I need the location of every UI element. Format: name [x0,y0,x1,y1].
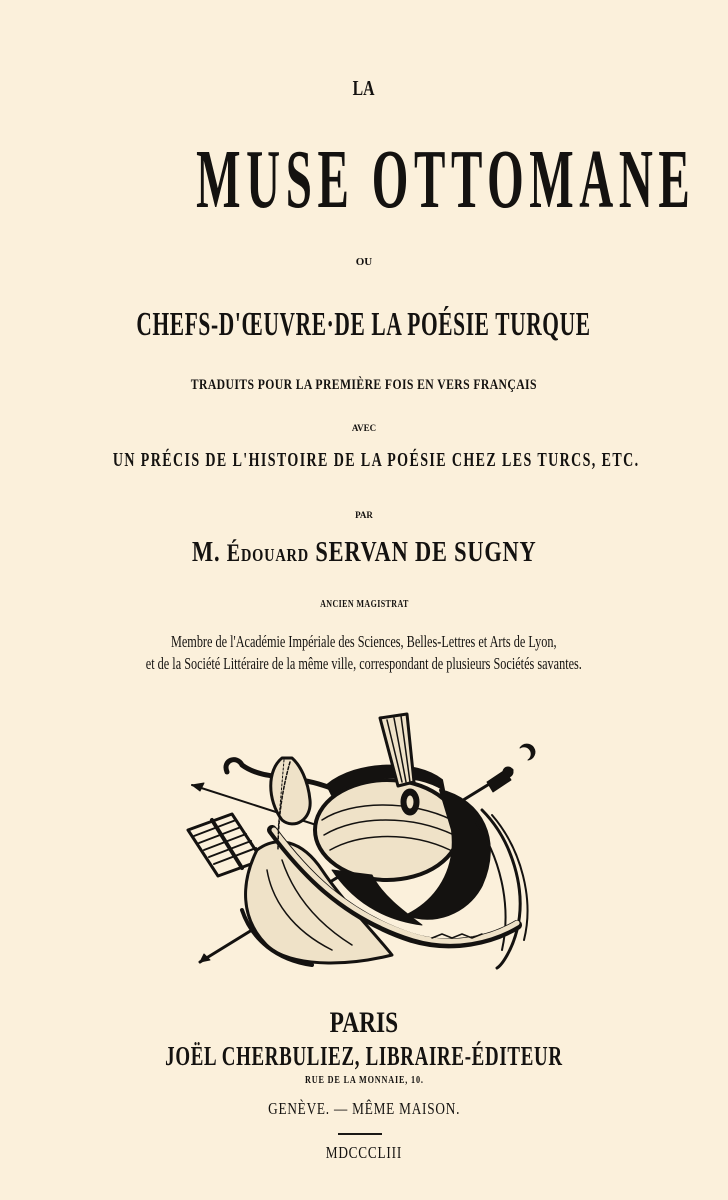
author-affiliation-line1: Membre de l'Académie Impériale des Sciences, Belles-Lettres et Arts de Lyon, [171,632,557,651]
book-subtitle: CHEFS-D'ŒUVRE·DE LA POÉSIE TURQUE [136,306,592,343]
imprint-city: PARIS [329,1006,399,1039]
title-article: LA [353,76,375,100]
with-label: AVEC [351,423,377,433]
imprint-publisher: JOËL CHERBULIEZ, LIBRAIRE-ÉDITEUR [165,1041,563,1071]
supplement-note: UN PRÉCIS DE L'HISTOIRE DE LA POÉSIE CHEZ LES TURCS, ETC. [112,449,640,471]
imprint-branch: GENÈVE. — MÊME MAISON. [267,1099,461,1118]
ottoman-trophy-engraving-icon [182,710,548,972]
author-name [0,539,728,567]
imprint-divider [338,1133,382,1135]
author-prefix: M. [191,537,221,568]
book-title: MUSE OTTOMANE [196,133,696,226]
imprint-year: MDCCCLIII [325,1143,403,1162]
author-surname: SERVAN DE SUGNY [315,537,537,568]
author-affiliation-line2: et de la Société Littéraire de la même ville, correspondant de plusieurs Sociétés savantes. [145,654,583,673]
imprint-address: RUE DE LA MONNAIE, 10. [304,1075,424,1086]
author-role: ANCIEN MAGISTRAT [319,599,409,610]
by-label: PAR [355,510,373,520]
author-first-name: Édouard [226,540,309,567]
title-conjunction: OU [355,256,373,268]
translation-note: TRADUITS POUR LA PREMIÈRE FOIS EN VERS FRANÇAIS [190,377,538,393]
